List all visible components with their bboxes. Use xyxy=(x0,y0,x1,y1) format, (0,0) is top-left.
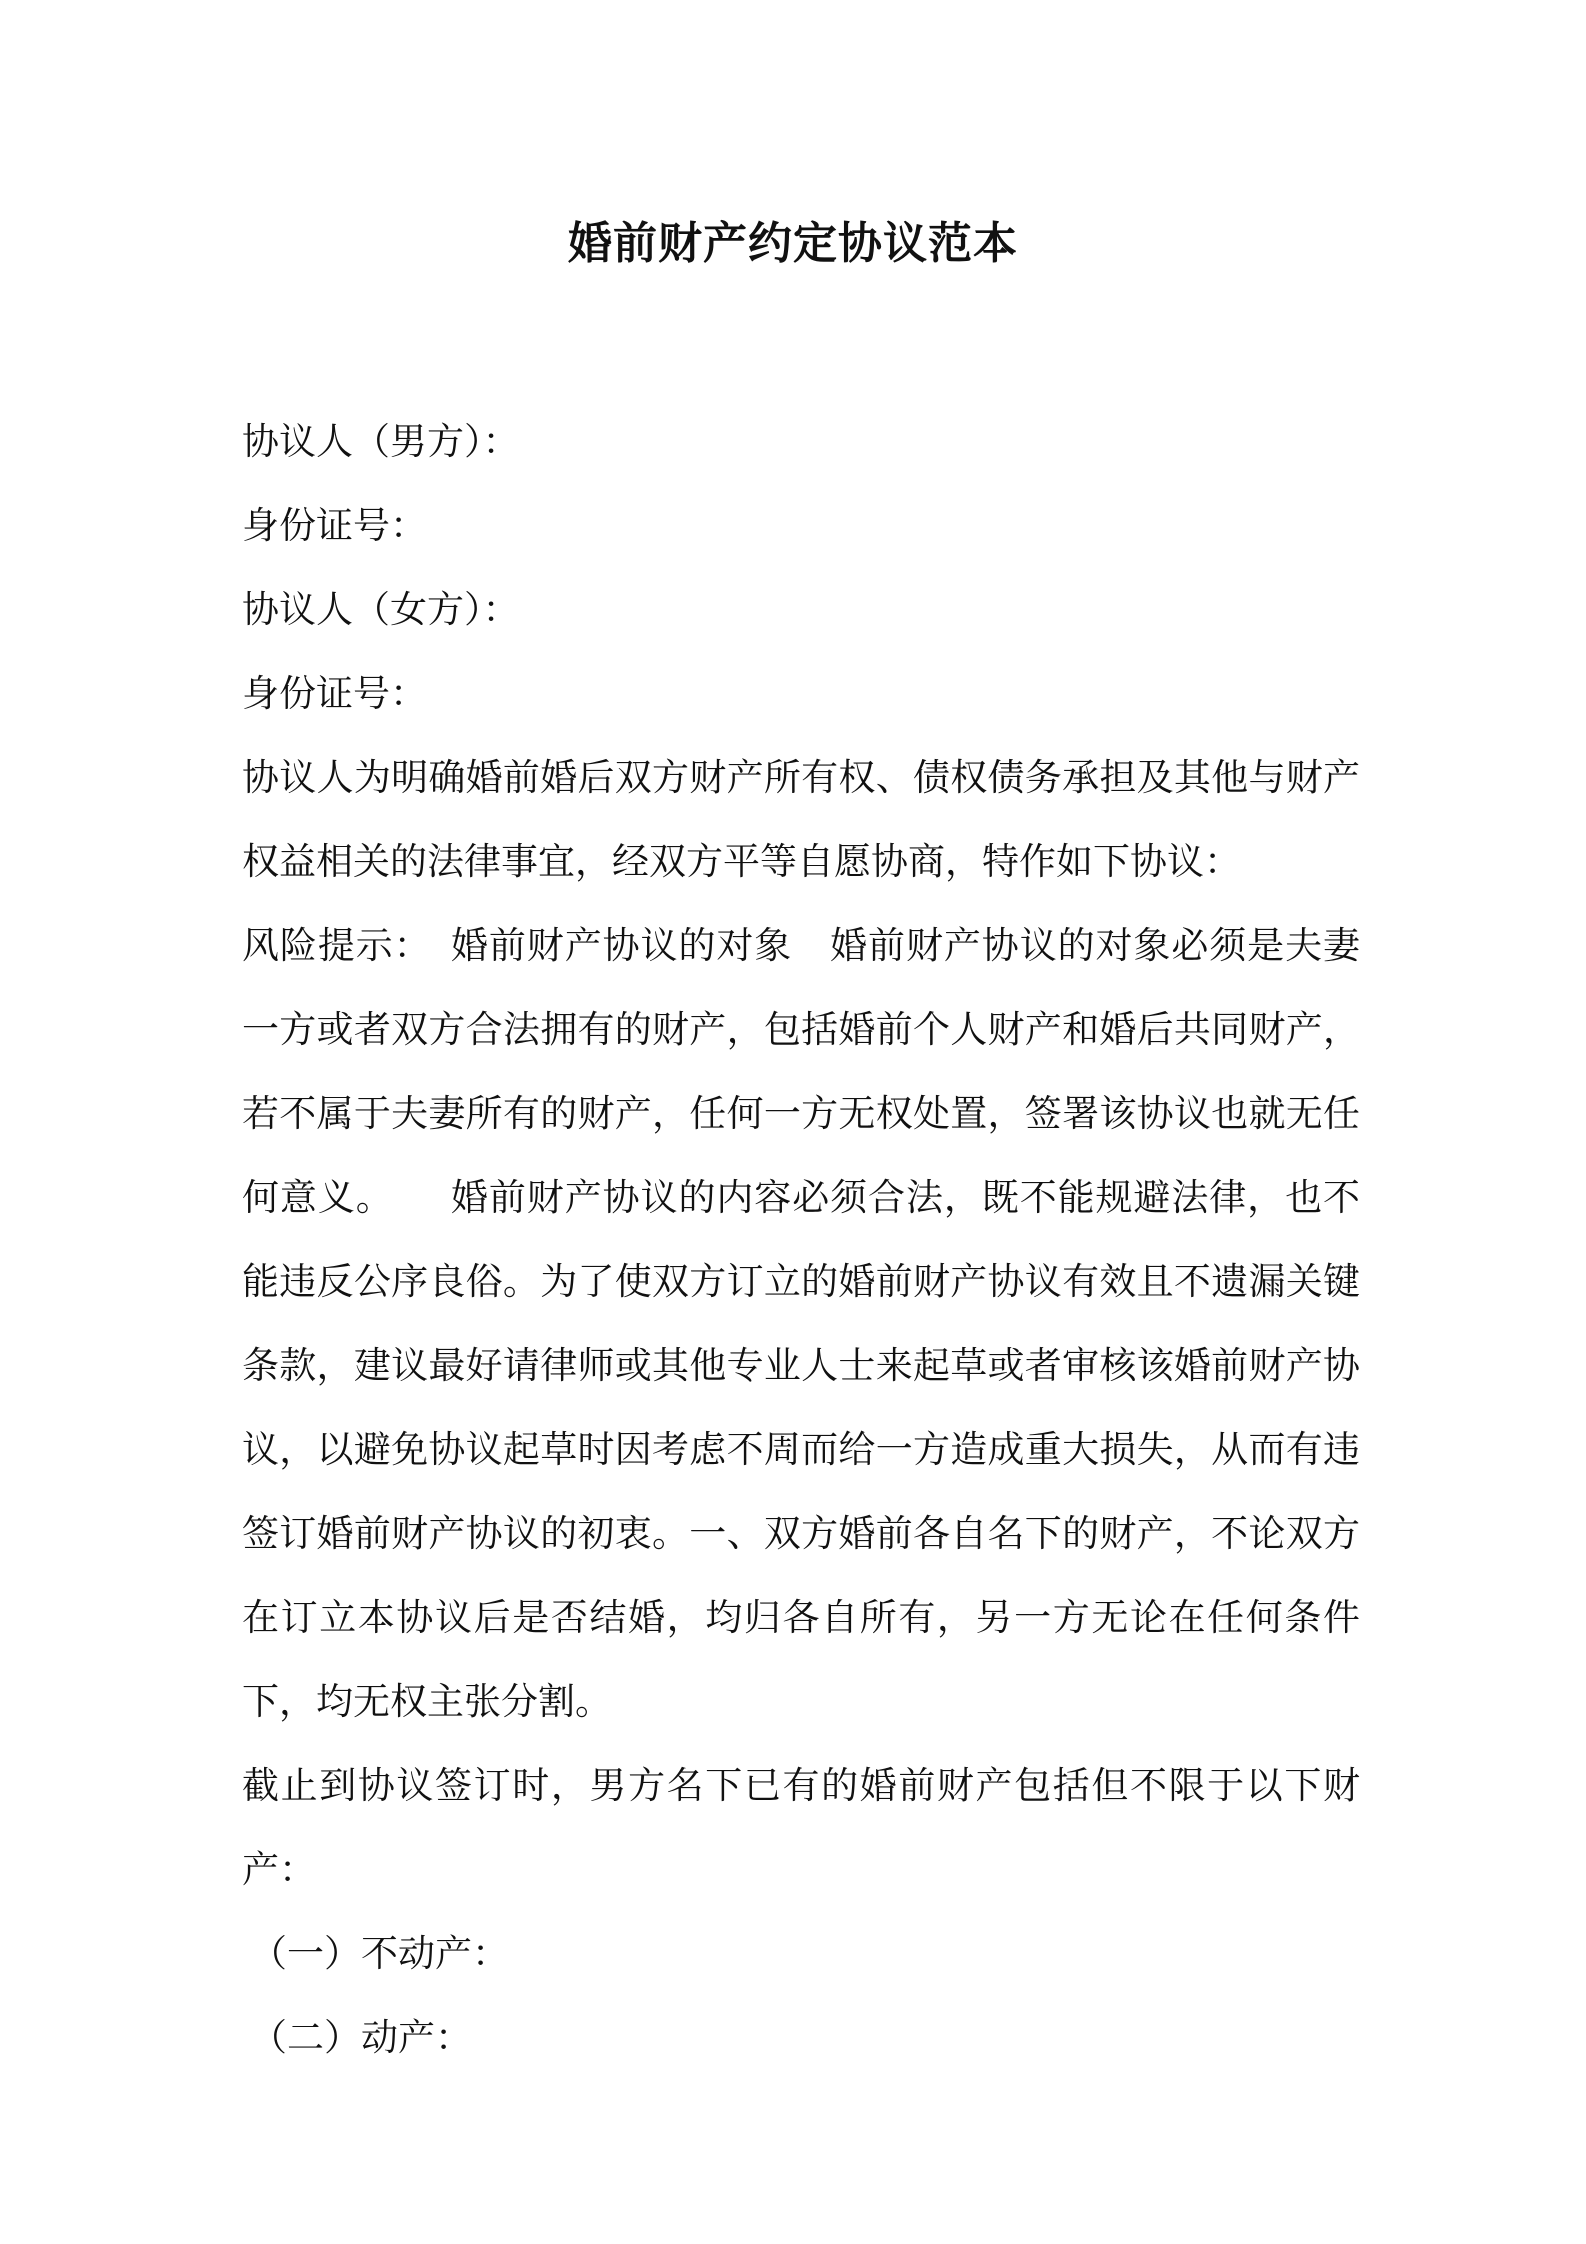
movable-property-item: （二）动产： xyxy=(250,2016,472,2059)
document-body xyxy=(242,400,1360,2080)
document-title: 婚前财产约定协议范本 xyxy=(568,218,1018,269)
risk-notice-paragraph: 风险提示： 婚前财产协议的对象 婚前财产协议的对象必须是夫妻一方或者双方合法拥有的财产，包括婚前个人财产和婚后共同财产，若不属于夫妻所有的财产，任何一方无权处置，签署该协议也就无任何意义。 婚前财产协议的内容必须合法，既不能规避法律，也不能违反公序良俗。为了使双方订立的婚前财产协议有效且不遗漏关键条款，建议最好请律师或其他专业人士来起草或者审核该婚前财产协议，以避免协议起草时因考虑不周而给一方造成重大损失，从而有违签订婚前财产协议的初衷。一、双方婚前各自名下的财产，不论双方在订立本协议后是否结婚，均归各自所有，另一方无论在任何条件下，均无权主张分割。 xyxy=(242,924,1360,1723)
male-party-field: 协议人（男方）： xyxy=(242,420,520,463)
male-property-intro: 截止到协议签订时，男方名下已有的婚前财产包括但不限于以下财产： xyxy=(242,1764,1360,1891)
male-id-field: 身份证号： xyxy=(242,504,427,547)
intro-paragraph: 协议人为明确婚前婚后双方财产所有权、债权债务承担及其他与财产权益相关的法律事宜，经双方平等自愿协商，特作如下协议： xyxy=(242,756,1360,883)
female-party-field: 协议人（女方）： xyxy=(242,588,520,631)
real-estate-item: （一）不动产： xyxy=(250,1932,509,1975)
female-id-field: 身份证号： xyxy=(242,672,427,715)
